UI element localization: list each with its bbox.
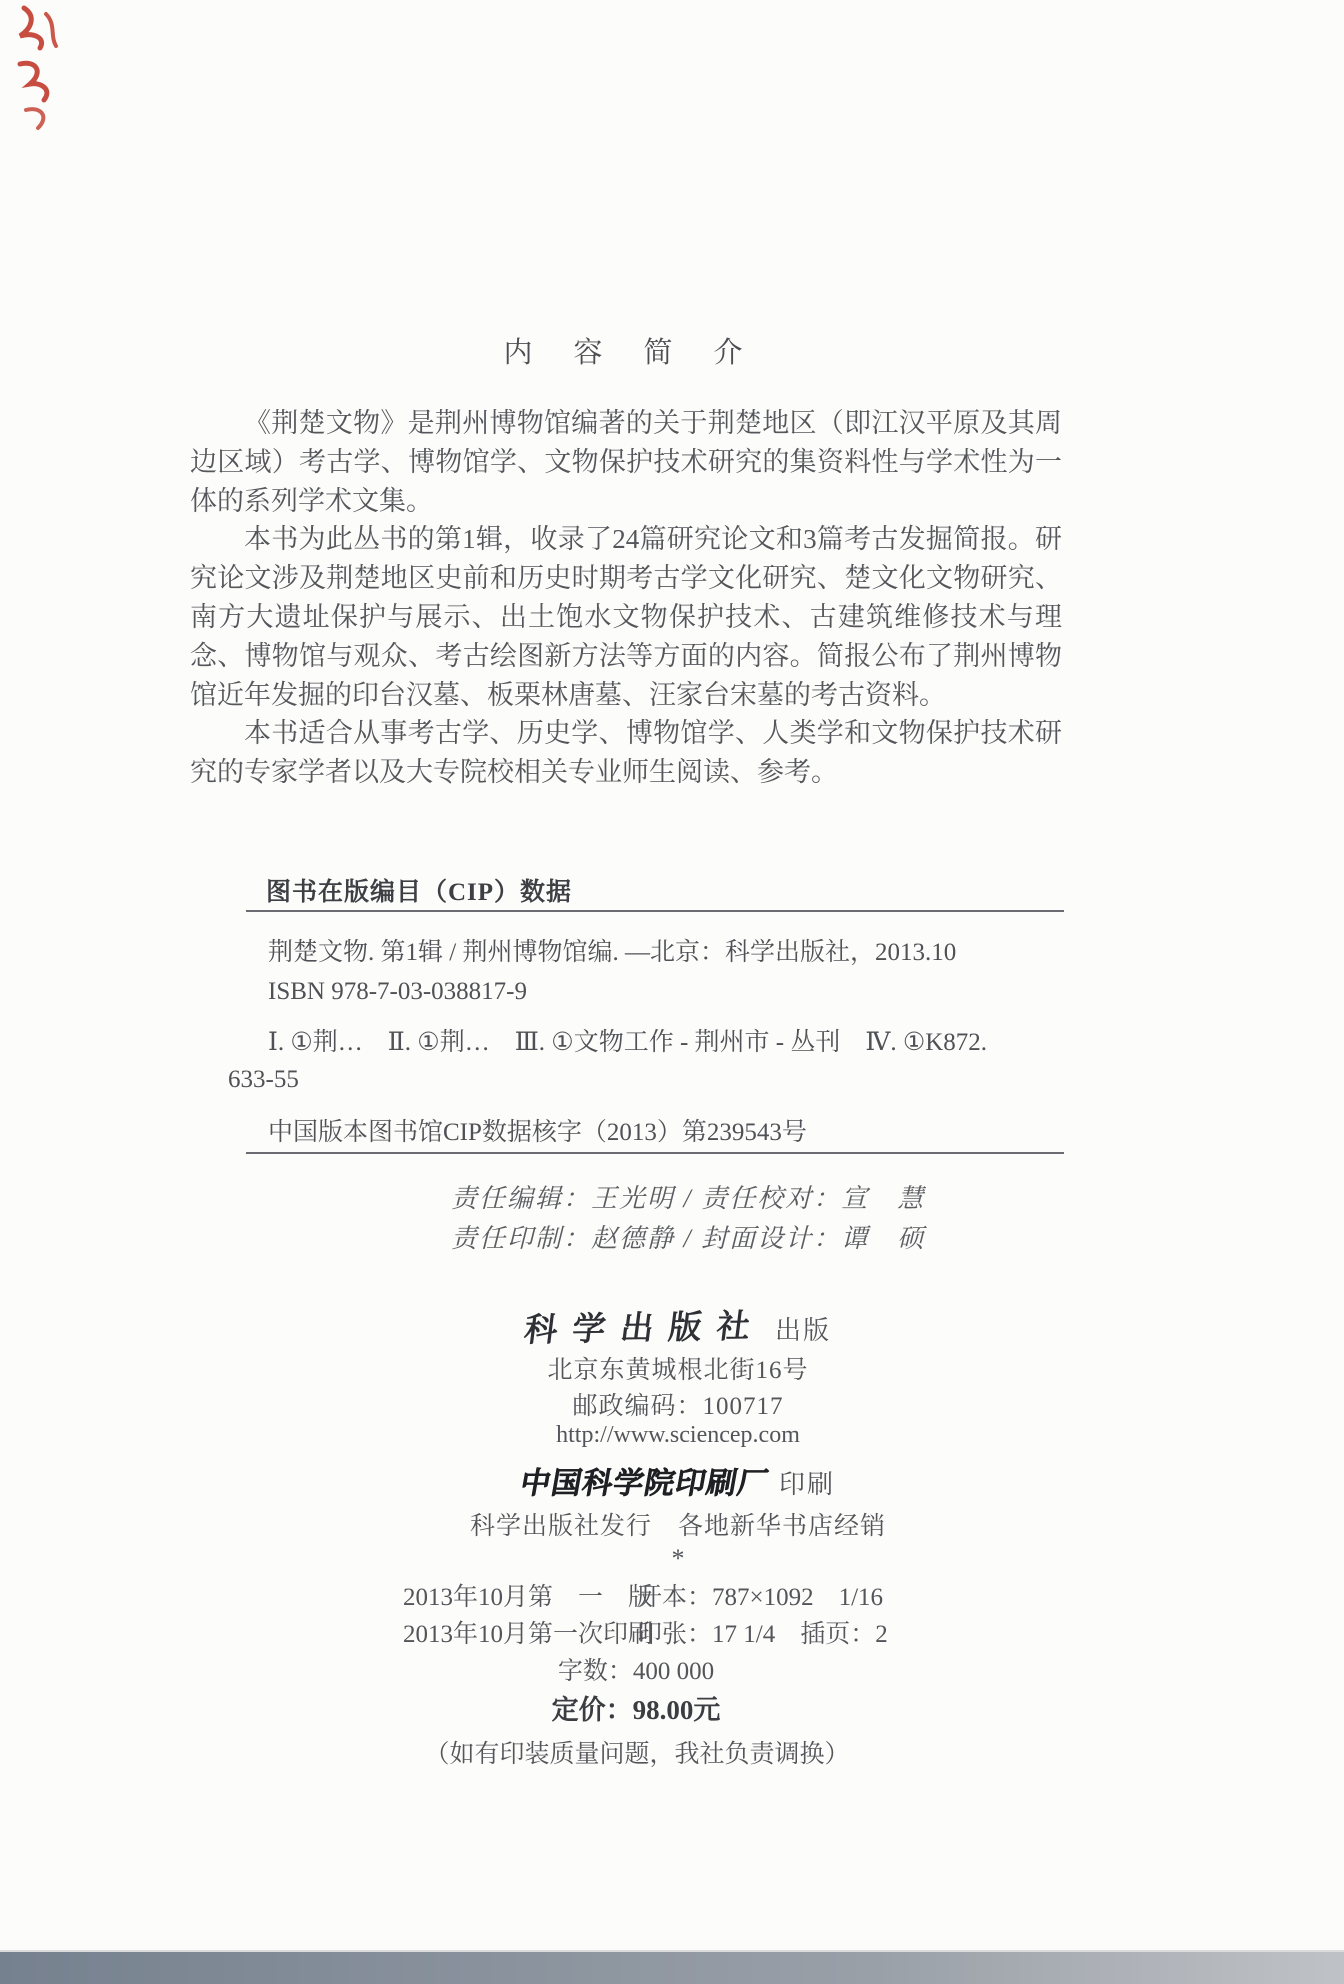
edition-date-line: 2013年10月第 一 版 [403,1584,654,1611]
publisher-row [6,1302,1344,1349]
sheets-line: 印张：17 1/4 插页：2 [637,1621,888,1648]
printer-logo: 中国科学院印刷厂 [517,1467,772,1500]
publish-label: 出版 [774,1316,831,1345]
staff-editors-line: 责任编辑：王光明 / 责任校对：宣 慧 [451,1184,926,1213]
cip-isbn: ISBN 978-7-03-038817-9 [268,978,528,1005]
staff-printing-design-line: 责任印制：赵德静 / 封面设计：谭 硕 [451,1224,926,1253]
printer-row [6,1458,1344,1502]
publisher-website: http://www.sciencep.com [556,1422,800,1448]
intro-paragraph: 《荆楚文物》是荆州博物馆编著的关于荆楚地区（即江汉平原及其周边区域）考古学、博物馆学、文物保护技术研究的集资料性与学术性为一体的系列学术文集。 [190,408,1062,516]
format-line: 开本：787×1092 1/16 [637,1584,884,1611]
red-pen-marks [6,2,76,142]
cip-heading: 图书在版编目（CIP）数据 [266,879,573,906]
page-bottom-scan-edge [0,1950,1344,1984]
price-line: 定价：98.00元 [551,1695,721,1725]
science-press-logo: 科学出版社 [522,1308,768,1350]
cip-top-rule [246,910,1064,912]
quality-notice: （如有印装质量问题，我社负责调换） [424,1741,850,1768]
intro-paragraph: 本书为此丛书的第1辑，收录了24篇研究论文和3篇考古发掘简报。研究论文涉及荆楚地区史前和历史时期考古学文化研究、楚文化文物研究、南方大遗址保护与展示、出土饱水文物保护技术、古建筑维修技术与理念、博物馆与观众、考古绘图新方法等方面的内容。简报公布了荆州博物馆近年发掘的印台汉墓、板栗林唐墓、汪家台宋墓的考古资料。 [190,524,1062,710]
cip-registry-number: 中国版本图书馆CIP数据核字（2013）第239543号 [268,1119,807,1146]
cip-title-line: 荆楚文物. 第1辑 / 荆州博物馆编. —北京：科学出版社，2013.10 [268,939,957,966]
intro-paragraph: 本书适合从事考古学、历史学、博物馆学、人类学和文物保护技术研究的专家学者以及大专院校相关专业师生阅读、参考。 [190,718,1062,788]
printing-date-line: 2013年10月第一次印刷 [403,1621,654,1648]
distribution-line: 科学出版社发行 各地新华书店经销 [469,1513,886,1540]
print-label: 印刷 [778,1470,835,1499]
publisher-postcode: 邮政编码：100717 [572,1393,784,1420]
cip-classification: Ⅰ. ①荆… Ⅱ. ①荆… Ⅲ. ①文物工作 - 荆州市 - 丛刊 Ⅳ. ①K872. [268,1029,988,1056]
divider-star: * [671,1544,685,1573]
publisher-address: 北京东黄城根北街16号 [547,1357,809,1384]
cip-bottom-rule [246,1152,1064,1154]
cip-classification-continuation: 633-55 [228,1066,299,1093]
intro-title: 内 容 简 介 [503,337,749,369]
word-count-line: 字数：400 000 [557,1658,715,1685]
intro-body [190,404,1062,792]
